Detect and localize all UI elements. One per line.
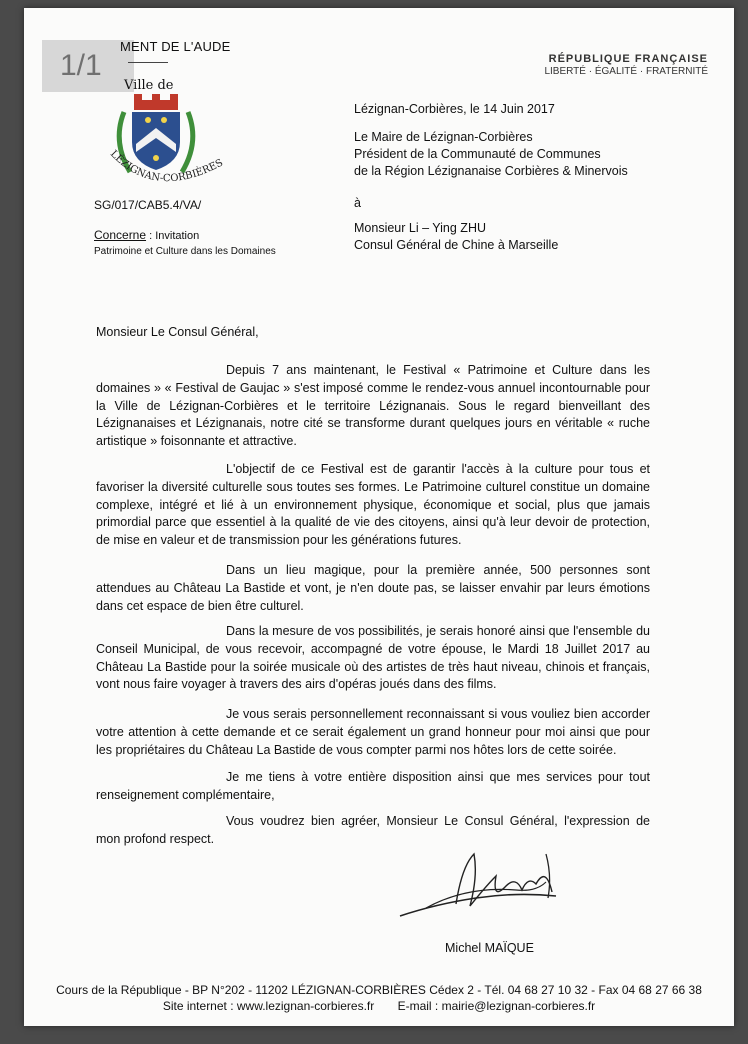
handwritten-signature bbox=[396, 846, 566, 926]
recipient-title: Consul Général de Chine à Marseille bbox=[354, 238, 559, 252]
footer-contact: Site internet : www.lezignan-corbieres.fr E-mail : mairie@lezignan-corbieres.fr bbox=[162, 999, 596, 1013]
paragraph-1: Depuis 7 ans maintenant, le Festival « Patrimoine et Culture dans les domaines » « Festival de Gaujac » s'est imposé comme le rendez-vous annuel incontournable pour la Ville de Lézignan-Corbières et le territoire Lézignanais. Sous le regard bienveillant des Lézignanaises et Lézignanais, notre cité se transforme durant quelques jours en véritable « ruche artistique » foisonnante et attractive. bbox=[96, 363, 650, 449]
paragraph-6: Je me tiens à votre entière disposition ainsi que mes services pour tout renseignement complémentaire, bbox=[96, 770, 650, 802]
footer-address: Cours de la République - BP N°202 - 11202 LÉZIGNAN-CORBIÈRES Cédex 2 - Tél. 04 68 27 10 32 - Fax 04 68 27 66 38 bbox=[56, 983, 702, 997]
date-line: Lézignan-Corbières, le 14 Juin 2017 bbox=[354, 102, 555, 116]
subject-line-2: Patrimoine et Culture dans les Domaines bbox=[94, 246, 276, 257]
sender-line-1: Le Maire de Lézignan-Corbières bbox=[354, 130, 533, 144]
page-count-badge: 1/1 bbox=[42, 40, 134, 92]
signatory-name: Michel MAÏQUE bbox=[445, 941, 534, 955]
paragraph-5: Je vous serais personnellement reconnaissant si vous vouliez bien accorder votre attention à cette demande et ce serait également un grand honneur pour moi ainsi que pour les propriétaires du Château La Bastide de vous compter parmi nos hôtes lors de cette soirée. bbox=[96, 707, 650, 757]
paragraph-2: L'objectif de ce Festival est de garantir l'accès à la culture pour tous et favoriser la diversité culturelle sous toutes ses formes. Le Patrimoine culturel constitue un domaine complexe, intégré et lié à un environnement physique, économique et social, plus que jamais primordial parce que essentiel à la qualité de vie des citoyens, ainsi qu'à leur devoir de protection, de mise en valeur et de transmission pour les générations futures. bbox=[96, 462, 650, 548]
sender-line-3: de la Région Lézignanaise Corbières & Minervois bbox=[354, 164, 628, 178]
reference-number: SG/017/CAB5.4/VA/ bbox=[94, 198, 202, 212]
paragraph-3: Dans un lieu magique, pour la première année, 500 personnes sont attendues au Château La Bastide et vont, je n'en doute pas, se laisser envahir par leurs émotions dans cet espace de bien être culturel. bbox=[96, 563, 650, 613]
town-crest-logo bbox=[106, 92, 246, 202]
recipient-name: Monsieur Li – Ying ZHU bbox=[354, 221, 487, 235]
paragraph-7: Vous voudrez bien agréer, Monsieur Le Consul Général, l'expression de mon profond respect. bbox=[96, 814, 650, 846]
to-label: à bbox=[354, 196, 361, 210]
paragraph-4: Dans la mesure de vos possibilités, je serais honoré ainsi que l'ensemble du Conseil Municipal, de vous recevoir, accompagné de votre épouse, le Mardi 18 Juillet 2017 au Château La Bastide pour la soirée musicale où des artistes de très haut niveau, chinois et français, vont nous faire voyager à travers des airs d'opéras joués dans des films. bbox=[96, 624, 650, 692]
letter-page bbox=[24, 8, 734, 1026]
subject-line bbox=[94, 228, 199, 242]
header-rule bbox=[128, 62, 168, 63]
subject-value: : Invitation bbox=[146, 230, 200, 242]
subject-label: Concerne bbox=[94, 228, 147, 242]
salutation: Monsieur Le Consul Général, bbox=[96, 325, 259, 339]
town-name-arc: LÉZIGNAN-CORBIÈRES bbox=[107, 148, 225, 185]
sender-line-2: Président de la Communauté de Communes bbox=[354, 147, 601, 161]
republic-motto: LIBERTÉ · ÉGALITÉ · FRATERNITÉ bbox=[544, 66, 708, 77]
ville-de-label: Ville de bbox=[124, 78, 174, 93]
department-header: MENT DE L'AUDE bbox=[120, 39, 231, 54]
republic-title: RÉPUBLIQUE FRANÇAISE bbox=[548, 53, 708, 65]
